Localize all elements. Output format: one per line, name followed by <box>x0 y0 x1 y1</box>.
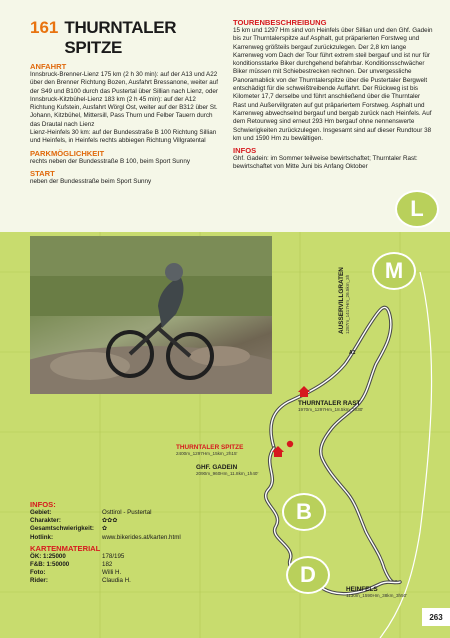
info-val: Willi H. <box>102 569 122 577</box>
badge-b: B <box>282 493 326 531</box>
tour-heading: TOURENBESCHREIBUNG <box>233 18 327 27</box>
label-heinfels-sub: 1130m_1590Hm_38km_3h50' <box>346 593 408 598</box>
parken-heading: PARKMÖGLICHKEIT <box>30 148 105 158</box>
info-key: F&B: 1:50000 <box>30 561 70 569</box>
anfahrt-text-2: Innsbruck-Kitzbühel-Lienz 183 km (2 h 45 min): auf der A12 Richtung Kufstein, Ausfahrt Wörgl Ost, weiter auf der B312 über St. Johann, Kitzbühel, Mittersill, Pass Thurn und Felber Tauern durch das Drautal nach Lienz <box>30 95 218 128</box>
page-number: 263 <box>422 608 450 626</box>
label-ausservillgraten-text: AUSSERVILLGRATEN <box>338 267 345 334</box>
infos-text: Ghf. Gadein: im Sommer teilweise bewirtschaftet; Thurntaler Rast: bewirtschaftet von Mitte Juni bis Anfang Oktober <box>233 155 418 171</box>
info-val: 178/195 <box>102 552 125 560</box>
left-column <box>30 18 222 186</box>
info-row-schwierigkeit <box>30 525 230 533</box>
info-row-hotlink <box>30 534 230 542</box>
label-thurntaler-spitze-text: THURNTALER SPITZE <box>176 444 244 451</box>
infos-table-heading: INFOS: <box>30 500 56 509</box>
info-row-charakter <box>30 517 230 525</box>
info-row-fb <box>30 561 230 569</box>
label-heinfels <box>346 586 407 598</box>
right-column <box>233 18 433 172</box>
info-key: Charakter: <box>30 517 61 525</box>
start-text: neben der Bundesstraße beim Sport Sunny <box>30 177 152 185</box>
karten-heading: KARTENMATERIAL <box>30 543 101 553</box>
label-ausservillgraten <box>338 267 350 334</box>
info-key: Hotlink: <box>30 533 54 541</box>
info-row-gebiet <box>30 509 230 517</box>
info-row-rider <box>30 577 230 585</box>
label-ghf-gadein-text: GHF. GADEIN <box>196 464 238 471</box>
info-key: Gesamtschwierigkeit: <box>30 525 94 533</box>
info-val: ✿✿✿ <box>102 517 118 525</box>
info-val: Claudia H. <box>102 577 131 585</box>
route-header <box>30 18 222 58</box>
label-ghf-gadein <box>196 464 258 476</box>
badge-d: D <box>286 556 330 594</box>
hotlink[interactable]: www.bikerides.at/karten.html <box>102 533 181 541</box>
label-thurntaler-spitze-sub: 2400m_1297Hm_15km_2h15' <box>176 451 238 456</box>
label-heinfels-text: HEINFELS <box>346 586 378 593</box>
anfahrt-heading: ANFAHRT <box>30 62 67 71</box>
tour-text: 15 km und 1297 Hm sind von Heinfels über Sillian und den Ghf. Gadein bis zur Thurntalerspitze auf Asphalt, gut präparierten Forstweg und Karrenweg größteils bergauf zurückzulegen. Der 2,8 km lange Karrenweg vom Dach der Tour führt extrem steil bergauf und ist nur für konditionsstarke Biker durchgehend befahrbar. Konditionsschwächer Biker müssen mit Schiebestrecken rechnen. Der unvergessliche Panoramablick von der Thurntalerspitze über die Pustertaler Bergwelt entschädigt für die schweißtreibende Auffahrt. Der Rückweg ist bis Kilometer 17,7 derselbe und führt anschließend über die Thurntaler Rast und Außervillgraten auf gut präpariertem Forstweg. Asphalt und Karrenweg abwechselnd bergauf und bergab zurück nach Heinfels. Auf dem Retourweg sind erneut 293 Hm bergauf ohne nennenswerte Schwierigkeiten zurückzulegen. Insgesamt sind auf dieser Rundtour 38 km und 1590 Hm zu bewältigen. <box>233 27 433 142</box>
label-thurntaler-rast <box>298 400 363 412</box>
info-val: 182 <box>102 561 113 569</box>
parken-text: rechts neben der Bundesstraße B 100, beim Sport Sunny <box>30 157 190 165</box>
summit-marker <box>287 441 293 447</box>
info-key: Gebiet: <box>30 509 52 516</box>
route-number: 161 <box>30 18 59 37</box>
anfahrt-text-1: Innsbruck-Brenner-Lienz 175 km (2 h 30 min): auf der A13 und A22 über den Brenner Richtung Bozen, Ausfahrt Bressanone, weiter auf der S49 und B100 durch das Pustertal über Sillian nach Lienz, oder <box>30 71 218 95</box>
badge-l: L <box>395 190 439 228</box>
label-ghf-gadein-sub: 2090m_960Hm_11.8km_1h40' <box>196 471 259 476</box>
rider-photo <box>30 236 272 394</box>
info-row-oek <box>30 553 230 561</box>
start-heading: START <box>30 168 55 178</box>
info-key: Rider: <box>30 577 48 585</box>
info-key: Foto: <box>30 569 46 577</box>
info-val: Osttirol - Pustertal <box>102 509 152 516</box>
info-key: ÖK: 1:25000 <box>30 552 66 560</box>
label-thurntaler-rast-text: THURNTALER RAST <box>298 400 361 407</box>
info-val: ✿ <box>102 525 108 533</box>
label-thurntaler-rast-sub: 1970m_1297Hm_18.5km_2h30' <box>298 407 364 412</box>
label-a1: A1 <box>349 350 356 356</box>
infos-table <box>30 500 230 586</box>
anfahrt-text-3: Lienz-Heinfels 30 km: auf der Bundesstraße B 100 Richtung Sillian und Heinfels, in Heinfels rechts abbiegen Richtung Villgratental <box>30 129 217 145</box>
badge-m: M <box>372 252 416 290</box>
info-row-foto <box>30 569 230 577</box>
label-thurntaler-spitze <box>176 444 243 456</box>
label-ausservillgraten-sub: 1287m_1417Hm_26.5km_3h <box>345 274 350 334</box>
route-title: THURNTALER SPITZE <box>64 18 177 57</box>
infos-heading: INFOS <box>233 146 257 156</box>
